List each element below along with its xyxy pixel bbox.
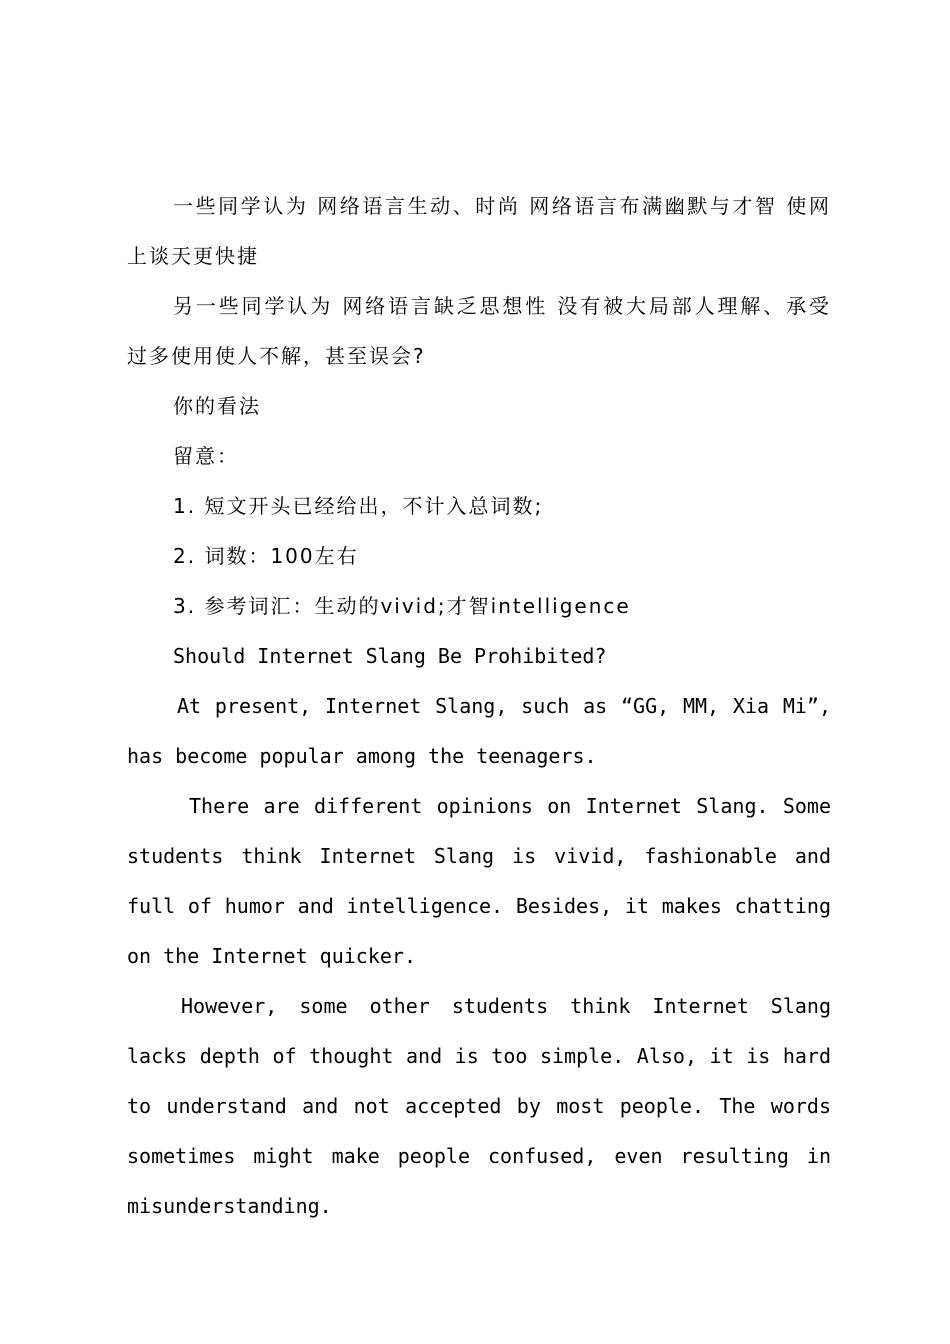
essay-paragraph-2: There are different opinions on Internet Slang. Some students think Internet Slang is vivid, fashionable and full of humor and intelligence. Besides, it makes chatting on the Internet quicker. [127, 794, 831, 968]
opinion-b-paragraph: 另一些同学认为 网络语言缺乏思想性 没有被大局部人理解、承受 过多使用使人不解，甚至误会? [127, 294, 831, 368]
essay-title: Should Internet Slang Be Prohibited? [173, 644, 607, 668]
your-view-heading: 你的看法 [173, 394, 261, 418]
essay-paragraph-3: However, some other students think Internet Slang lacks depth of thought and is too simple. Also, it is hard to understand and not accepted by most people. The words sometimes might make people confused, even resulting in misunderstanding. [127, 994, 831, 1218]
note-item-1: 1. 短文开头已经给出，不计入总词数; [173, 494, 544, 518]
note-item-3: 3. 参考词汇：生动的vivid;才智intelligence [173, 594, 631, 618]
document-page [127, 181, 831, 1231]
essay-paragraph-1: At present, Internet Slang, such as “GG, MM, Xia Mi”, has become popular among the teenagers. [127, 694, 831, 768]
notes-label: 留意： [173, 444, 239, 468]
note-item-2: 2. 词数：100左右 [173, 544, 359, 568]
opinion-a-paragraph: 一些同学认为 网络语言生动、时尚 网络语言布满幽默与才智 使网上谈天更快捷 [127, 194, 831, 268]
